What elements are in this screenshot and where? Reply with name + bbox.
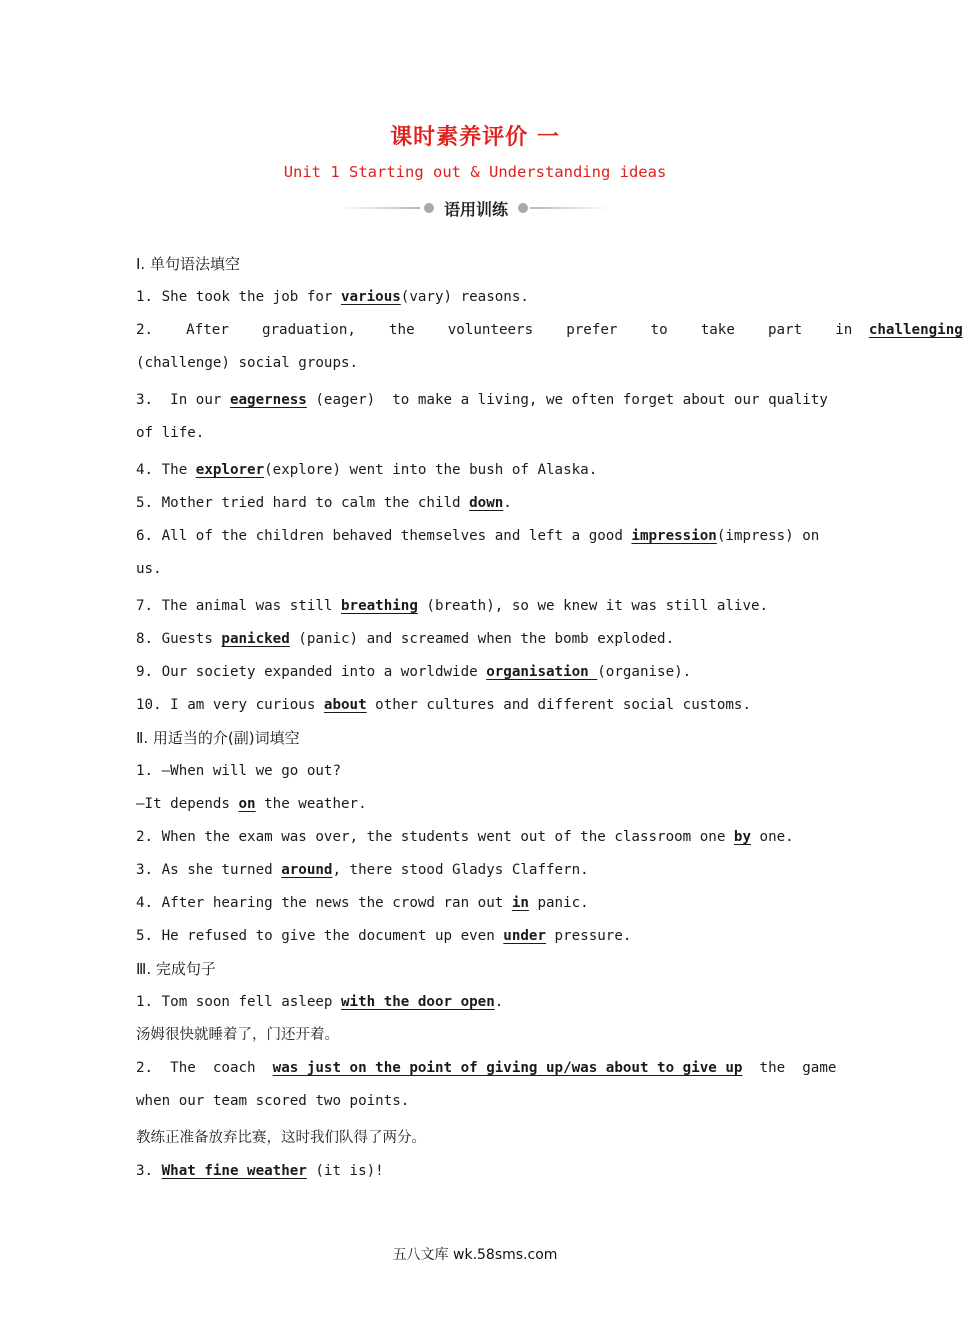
- item-text: 5. He refused to give the document up even: [136, 928, 504, 944]
- answer: on: [238, 796, 256, 812]
- item-text: 1. Tom soon fell asleep: [136, 994, 341, 1010]
- exercise-item: [136, 623, 816, 656]
- exercise-content: [136, 248, 963, 1188]
- item-text: 3.: [136, 1163, 162, 1179]
- answer: various: [341, 289, 401, 305]
- item-text: panic.: [528, 895, 589, 911]
- answer: with the door open: [341, 994, 495, 1010]
- exercise-item: [136, 887, 816, 920]
- section-banner: [340, 196, 610, 220]
- exercise-item: [136, 854, 816, 887]
- answer: by: [733, 829, 752, 845]
- exercise-item: [136, 755, 816, 788]
- exercise-item: [136, 689, 816, 722]
- answer: explorer: [195, 462, 265, 478]
- exercise-item: [136, 986, 816, 1019]
- section-heading: Ⅱ. 用适当的介(副)词填空: [136, 729, 300, 747]
- answer: down: [469, 495, 504, 511]
- answer: under: [503, 928, 547, 944]
- answer: was just on the point of giving up/was about to give up: [272, 1060, 743, 1076]
- exercise-item: [136, 454, 816, 487]
- item-text: other cultures and different social customs.: [366, 697, 752, 713]
- answer: panicked: [221, 631, 290, 647]
- answer: around: [281, 862, 333, 878]
- item-continuation: when our team scored two points.: [136, 1093, 410, 1109]
- chinese-translation: 教练正准备放弃比赛，这时我们队得了两分。: [136, 1130, 426, 1146]
- exercise-item: [136, 656, 816, 689]
- exercise-item: [136, 1052, 837, 1085]
- exercise-item: [136, 590, 816, 623]
- item-text: (organise).: [597, 664, 692, 680]
- answer: in: [511, 895, 529, 911]
- chinese-translation: 汤姆很快就睡着了，门还开着。: [136, 1027, 339, 1043]
- answer: organisation: [486, 664, 598, 680]
- item-text: (eager) to make a living, we often forget about our quality: [306, 392, 828, 408]
- exercise-item: [136, 384, 828, 417]
- item-text: 10. I am very curious: [136, 697, 324, 713]
- footer-watermark: 五八文库 wk.58sms.com: [392, 1247, 558, 1263]
- item-text: 2. When the exam was over, the students went out of the classroom one: [136, 829, 734, 845]
- item-continuation: (challenge) social groups.: [136, 355, 359, 371]
- answer: challenging: [868, 322, 963, 338]
- banner-divider-right: [530, 207, 610, 209]
- answer: eagerness: [229, 392, 307, 408]
- item-text: 1. She took the job for: [136, 289, 341, 305]
- exercise-item: [136, 1155, 816, 1188]
- bullet-dot-icon: [424, 203, 434, 213]
- item-text: 2. The coach: [136, 1060, 273, 1076]
- answer: breathing: [341, 598, 418, 614]
- section-heading: Ⅰ. 单句语法填空: [136, 255, 240, 273]
- exercise-item: [136, 281, 816, 314]
- item-text: the game: [742, 1060, 837, 1076]
- item-text: —It depends: [136, 796, 239, 812]
- banner-divider-left: [340, 207, 420, 209]
- exercise-item: [136, 520, 820, 553]
- item-text: pressure.: [546, 928, 632, 944]
- section-heading: Ⅲ. 完成句子: [136, 960, 216, 978]
- exercise-item: [136, 821, 816, 854]
- item-text: (vary) reasons.: [400, 289, 529, 305]
- item-text: (impress) on: [716, 528, 820, 544]
- answer: impression: [631, 528, 717, 544]
- item-text: (panic) and screamed when the bomb exploded.: [289, 631, 675, 647]
- item-text: 6. All of the children behaved themselves and left a good: [136, 528, 632, 544]
- item-text: 8. Guests: [136, 631, 222, 647]
- item-text: the weather.: [255, 796, 367, 812]
- item-continuation: us.: [136, 561, 162, 577]
- item-text: (explore) went into the bush of Alaska.: [264, 462, 598, 478]
- item-text: 1. —When will we go out?: [136, 763, 341, 779]
- item-text: .: [494, 994, 504, 1010]
- exercise-item: [136, 788, 816, 821]
- exercise-item: [136, 314, 963, 347]
- banner-label: 语用训练: [443, 200, 508, 219]
- answer: What fine weather: [161, 1163, 307, 1179]
- page-title: 课时素养评价 一: [390, 125, 560, 150]
- item-text: 9. Our society expanded into a worldwide: [136, 664, 487, 680]
- item-text: 3. In our: [136, 392, 230, 408]
- exercise-item: [136, 920, 816, 953]
- answer: about: [323, 697, 367, 713]
- item-continuation: of life.: [136, 425, 205, 441]
- item-text: , there stood Gladys Claffern.: [332, 862, 589, 878]
- exercise-item: [136, 487, 816, 520]
- item-text: 7. The animal was still: [136, 598, 341, 614]
- unit-subtitle: Unit 1 Starting out & Understanding ideas: [283, 163, 667, 181]
- item-text: 4. The: [136, 462, 196, 478]
- item-text: (it is)!: [306, 1163, 384, 1179]
- item-text: 5. Mother tried hard to calm the child: [136, 495, 470, 511]
- item-text: .: [503, 495, 512, 511]
- item-text: 4. After hearing the news the crowd ran out: [136, 895, 512, 911]
- item-text: 3. As she turned: [136, 862, 282, 878]
- item-text: 2. After graduation, the volunteers prefer to take part in: [136, 322, 869, 338]
- bullet-dot-icon: [518, 203, 528, 213]
- item-text: (breath), so we knew it was still alive.: [417, 598, 769, 614]
- item-text: one.: [751, 829, 794, 845]
